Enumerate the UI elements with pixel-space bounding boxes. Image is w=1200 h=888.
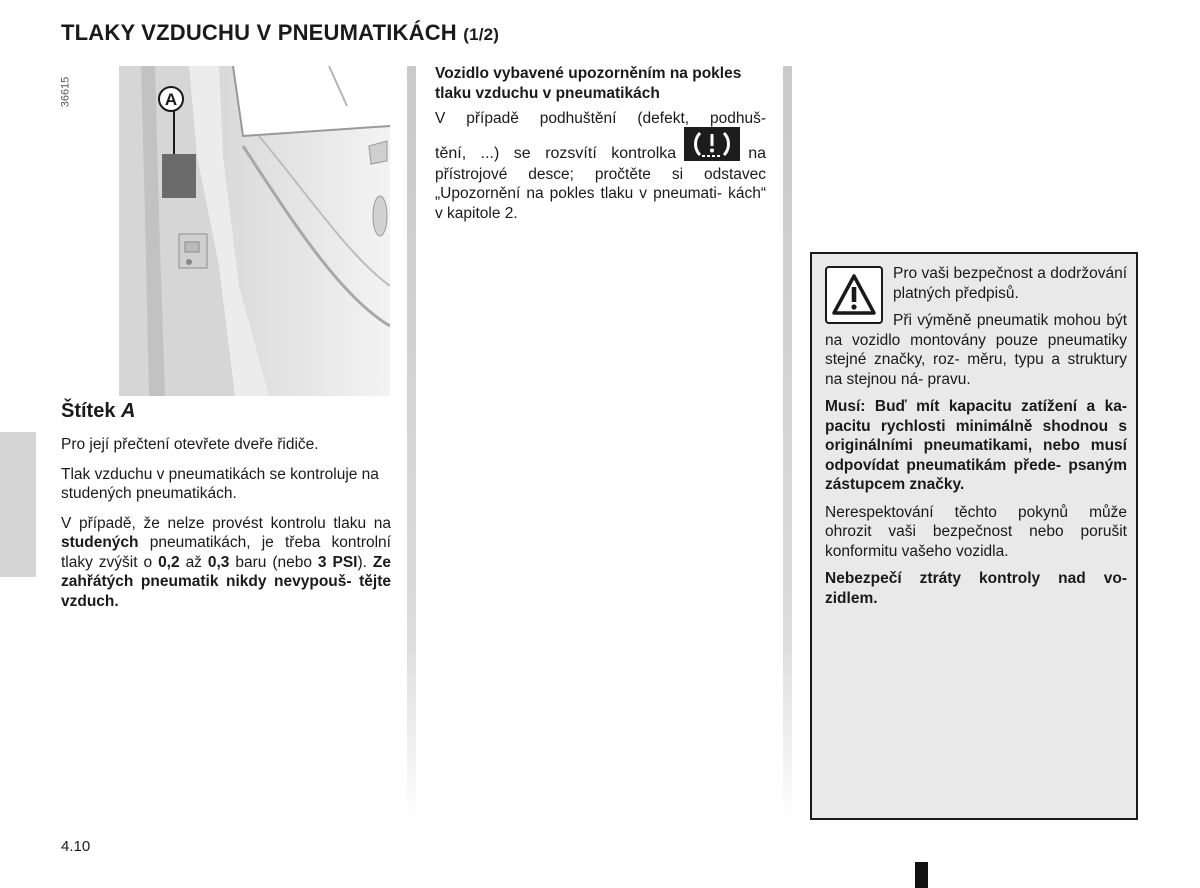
- warning-line-2-end: na: [748, 144, 766, 162]
- p3-e: až: [179, 553, 208, 571]
- safety-para-requirements: Musí: Buď mít kapacitu zatížení a ka- pacitu rychlosti minimálně shodnou s originálními pneumatikami, nebo musí odpovídat pneumatikám přede- psaným zástupcem značky.: [825, 398, 1127, 493]
- paragraph-open-door: Pro její přečtení otevřete dveře řidiče.: [61, 436, 319, 453]
- warning-triangle-icon: [825, 266, 883, 324]
- warning-line-2: [435, 129, 766, 163]
- warning-line-2-text: tění, ...) se rozsvítí kontrolka: [435, 144, 677, 162]
- p3-i: ).: [357, 553, 367, 571]
- paragraph-cold-tyres: Tlak vzduchu v pneumatikách se kontroluje na studených pneumatikách.: [61, 465, 379, 502]
- heading-letter: A: [121, 400, 136, 422]
- title-text: TLAKY VZDUCHU V PNEUMATIKÁCH: [61, 20, 457, 45]
- tyre-label-section: [61, 400, 391, 621]
- column-divider-left: [407, 66, 416, 826]
- p3-a: V případě, že nelze provést kontrolu tlaku na: [61, 514, 391, 532]
- figure-code: [60, 70, 82, 120]
- tyre-label-sticker: [162, 154, 196, 198]
- p3-c: pneumatikách, je třeba kontrolní tlaky zvýšit o: [61, 534, 391, 571]
- tire-pressure-warning-icon: [684, 127, 740, 161]
- column-divider-right: [783, 66, 792, 826]
- page-title: [61, 20, 499, 46]
- p3-g: baru (nebo: [229, 553, 318, 571]
- p3-f: 0,3: [207, 553, 230, 571]
- chapter-tab: [0, 432, 36, 577]
- pressure-warning-section: [435, 64, 766, 223]
- callout-a: A: [164, 90, 178, 109]
- warning-system-heading: Vozidlo vybavené upozorněním na pokles tlaku vzduchu v pneumatikách: [435, 65, 742, 102]
- title-part: (1/2): [463, 25, 500, 44]
- door-pillar-illustration: [119, 66, 390, 396]
- p3-b: studených: [61, 534, 139, 551]
- page-number: 4.10: [61, 838, 91, 855]
- p3-d: 0,2: [158, 553, 180, 571]
- safety-para-replacement: Při výměně pneumatik mohou být na vozidlo montovány pouze pneumatiky stejné značky, roz- měru, typu a struktury na stejnou ná- pravu.: [825, 312, 1127, 388]
- figure-code-text: 36615: [59, 76, 72, 108]
- heading-prefix: Štítek: [61, 400, 122, 422]
- crop-mark: [915, 862, 928, 888]
- p3-bold: Ze zahřátých pneumatik nikdy nevypouš- tějte vzduch.: [61, 553, 391, 610]
- section-heading: [61, 400, 391, 423]
- safety-para-consequence: Nerespektování těchto pokynů může ohrozit vaši bezpečnost nebo porušit konformitu vašeho vozidla.: [825, 503, 1127, 560]
- safety-para-intro: Pro vaši bezpečnost a dodržování platných předpisů.: [893, 265, 1127, 302]
- warning-line-1: V případě podhuštění (defekt, podhuš-: [435, 110, 766, 127]
- safety-warning-box: [810, 252, 1138, 820]
- safety-para-danger: Nebezpečí ztráty kontroly nad vo- zidlem.: [825, 570, 1127, 607]
- warning-paragraph-rest: přístrojové desce; pročtěte si odstavec „Upozornění na pokles tlaku v pneumati- kách“ v kapitole 2.: [435, 165, 766, 222]
- paragraph-warm-tyres: [61, 514, 391, 612]
- p3-h: 3 PSI: [317, 553, 358, 571]
